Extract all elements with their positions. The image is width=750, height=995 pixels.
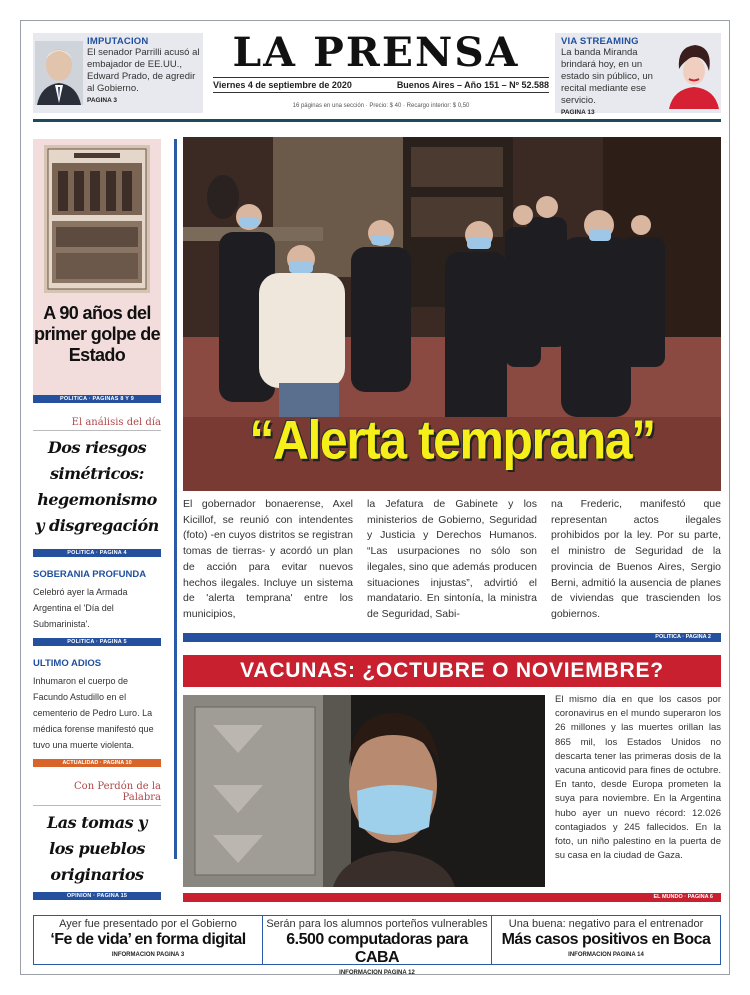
ear-left-text: El senador Parrilli acusó al embajador de EE.UU., Edward Prado, de agredir al Gobierno. — [87, 47, 200, 94]
adios-kicker[interactable]: ULTIMO ADIOS — [33, 658, 102, 669]
issue-edition: Buenos Aires – Año 151 – Nº 52.588 — [396, 80, 549, 90]
main-story-section: POLITICA · PAGINA 2 — [183, 633, 721, 642]
bottom-page: INFORMACION PAGINA 12 — [339, 970, 415, 976]
newspaper-front-page — [20, 20, 730, 975]
masthead-logo[interactable]: LA PRENSA — [232, 29, 520, 76]
main-story-col3: na Frederic, manifestó que representan actos ilegales prohibidos por la ley. Por su parte, el ministro de Seguridad de la provincia de Buenos Aires, Sergio Berni, admitió la ausencia de planes de viviendas que trascienden los gobiernos. — [551, 498, 721, 620]
main-story-text — [183, 497, 721, 623]
perdon-headline[interactable]: Las tomas y los pueblos originarios — [47, 813, 147, 884]
analysis-headline[interactable]: Dos riesgos simétricos: hegemonismo y disgregación — [35, 438, 159, 535]
column-divider — [174, 139, 177, 859]
bottom-kicker: Una buena: negativo para el entrenador — [508, 918, 704, 930]
soberania-text: Celebró ayer la Armada Argentina el 'Día del Submarinista'. — [33, 587, 128, 629]
bottom-page: INFORMACION PAGINA 3 — [111, 952, 185, 958]
ear-right-text: La banda Miranda brindará hoy, en un estado sin público, un recital mediante ese servicio. — [561, 47, 653, 106]
bottom-headline: 6.500 computadoras para CABA — [286, 931, 468, 966]
bottom-item[interactable] — [492, 916, 720, 964]
vaccine-banner[interactable]: VACUNAS: ¿OCTUBRE O NOVIEMBRE? — [183, 655, 721, 687]
ear-right-kicker: VIA STREAMING — [561, 36, 639, 47]
main-headline[interactable]: “Alerta temprana” — [249, 409, 655, 471]
bottom-headline: ‘Fe de vida’ en forma digital — [50, 931, 246, 948]
analysis-section: POLITICA · PAGINA 4 — [33, 549, 161, 557]
bottom-item[interactable] — [34, 916, 263, 964]
main-story-col1: El gobernador bonaerense, Axel Kicillof, se reunió con intendentes (foto) -en cuyos distritos se registran tomas de tierras- y acordó un plan de acción para evitar nuevos hechos ilegales. Incluye un sistema de 'alerta temprana' entre los municipios, — [183, 498, 353, 620]
bottom-page: INFORMACION PAGINA 14 — [568, 952, 644, 958]
left-column — [33, 139, 161, 900]
soberania-section: POLITICA · PAGINA 5 — [33, 638, 161, 646]
anniversary-box[interactable] — [33, 139, 161, 395]
soberania-kicker[interactable]: SOBERANIA PROFUNDA — [33, 569, 147, 580]
gaza-child-photo[interactable] — [183, 695, 545, 887]
bottom-item[interactable] — [263, 916, 492, 976]
vaccine-section: EL MUNDO · PAGINA 6 — [183, 893, 721, 902]
ear-left-kicker: IMPUTACION — [87, 36, 149, 47]
price-line: 16 páginas en una sección · Precio: $ 40 · Recargo interior: $ 0,50 — [292, 103, 470, 109]
bottom-kicker: Ayer fue presentado por el Gobierno — [59, 918, 237, 930]
bottom-kicker: Serán para los alumnos porteños vulnerables — [266, 918, 488, 930]
bottom-headline: Más casos positivos en Boca — [501, 931, 711, 948]
singer-portrait-photo — [665, 39, 721, 109]
ear-left[interactable] — [33, 33, 203, 113]
adios-text: Inhumaron el cuerpo de Facundo Astudillo en el cementerio de Pedro Luro. La médica forense manifestó que tuvo una muerte violenta. — [33, 676, 154, 750]
ear-right[interactable] — [555, 33, 721, 116]
dateline — [213, 77, 549, 93]
analysis-label: El análisis del día — [33, 417, 161, 431]
perdon-label: Con Perdón de la Palabra — [33, 781, 161, 806]
adios-section: ACTUALIDAD · PAGINA 10 — [33, 759, 161, 767]
issue-date: Viernes 4 de septiembre de 2020 — [213, 80, 352, 90]
vaccine-text: El mismo día en que los casos por coronavirus en el mundo superaron los 26 millones y las muertes orillan las 865 mil, los Estados Unidos no descarta tener las primeras dosis de la vacuna anticovid para fines de octubre. En tanto, desde Europa prometen la suya para noviembre. En la Argentina hubo ayer un nuevo récord: 12.026 contagiados y 245 fallecidos. En la foto, un niño palestino en la puerta de su casa en la ciudad de Gaza. — [555, 694, 721, 862]
perdon-section: OPINION · PAGINA 15 — [33, 892, 161, 900]
anniversary-headline: A 90 años del primer golpe de Estado — [33, 303, 161, 365]
ear-left-page: PAGINA 3 — [87, 97, 117, 104]
old-newspaper-photo — [44, 145, 150, 293]
ear-right-page: PAGINA 13 — [561, 109, 595, 116]
main-story-col2: la Jefatura de Gabinete y los ministerios de Gobierno, Seguridad y Justicia y Derechos Humanos. “Las usurpaciones no sólo son ilegales, sino que además producen situaciones injustas”, advirtió el mandatario. En sintonía, la ministra de Seguridad, Sabi- — [367, 498, 537, 620]
senator-portrait-photo — [35, 41, 83, 105]
anniversary-section: POLITICA · PAGINAS 8 Y 9 — [33, 395, 161, 403]
masthead-rule — [33, 119, 721, 122]
bottom-strip — [33, 915, 721, 976]
